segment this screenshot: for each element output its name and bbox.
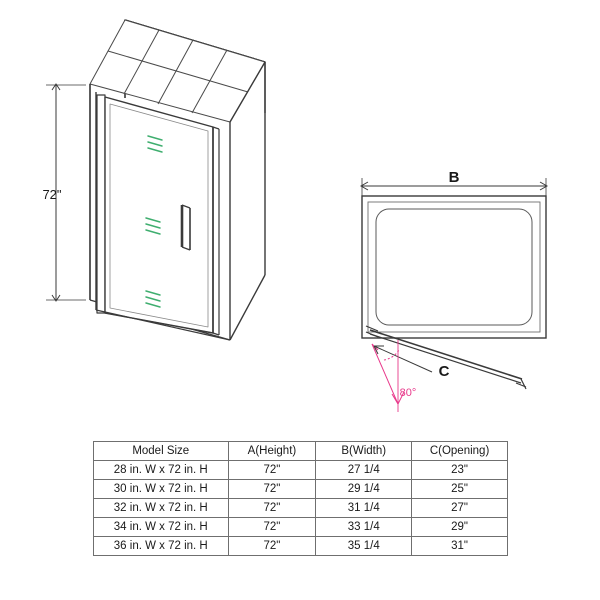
table-row (94, 499, 508, 518)
cell-width: 33 1/4 (316, 518, 412, 537)
cell-model-size: 36 in. W x 72 in. H (94, 537, 229, 556)
cell-model-size: 32 in. W x 72 in. H (94, 499, 229, 518)
table-header-row (94, 442, 508, 461)
table-row (94, 480, 508, 499)
opening-dimension-label: C (438, 363, 450, 380)
cell-height: 72" (228, 537, 316, 556)
column-header-model-size: Model Size (94, 442, 229, 461)
table-row (94, 518, 508, 537)
width-dimension-label: B (448, 169, 460, 186)
cell-width: 27 1/4 (316, 461, 412, 480)
table-row (94, 537, 508, 556)
cell-model-size: 28 in. W x 72 in. H (94, 461, 229, 480)
cell-opening: 29" (412, 518, 508, 537)
cell-opening: 27" (412, 499, 508, 518)
table-row (94, 461, 508, 480)
cell-width: 29 1/4 (316, 480, 412, 499)
cell-height: 72" (228, 499, 316, 518)
cell-opening: 25" (412, 480, 508, 499)
cell-model-size: 30 in. W x 72 in. H (94, 480, 229, 499)
cell-model-size: 34 in. W x 72 in. H (94, 518, 229, 537)
cell-height: 72" (228, 480, 316, 499)
cell-opening: 31" (412, 537, 508, 556)
cell-height: 72" (228, 518, 316, 537)
column-header-width: B(Width) (316, 442, 412, 461)
spec-table (93, 441, 508, 556)
angle-label: 80° (399, 387, 417, 399)
cell-height: 72" (228, 461, 316, 480)
cell-opening: 23" (412, 461, 508, 480)
column-header-opening: C(Opening) (412, 442, 508, 461)
cell-width: 31 1/4 (316, 499, 412, 518)
height-dimension-label: 72" (42, 187, 62, 202)
top-plan-view (362, 196, 546, 389)
enclosure-perspective-view (90, 20, 265, 340)
column-header-height: A(Height) (228, 442, 316, 461)
cell-width: 35 1/4 (316, 537, 412, 556)
